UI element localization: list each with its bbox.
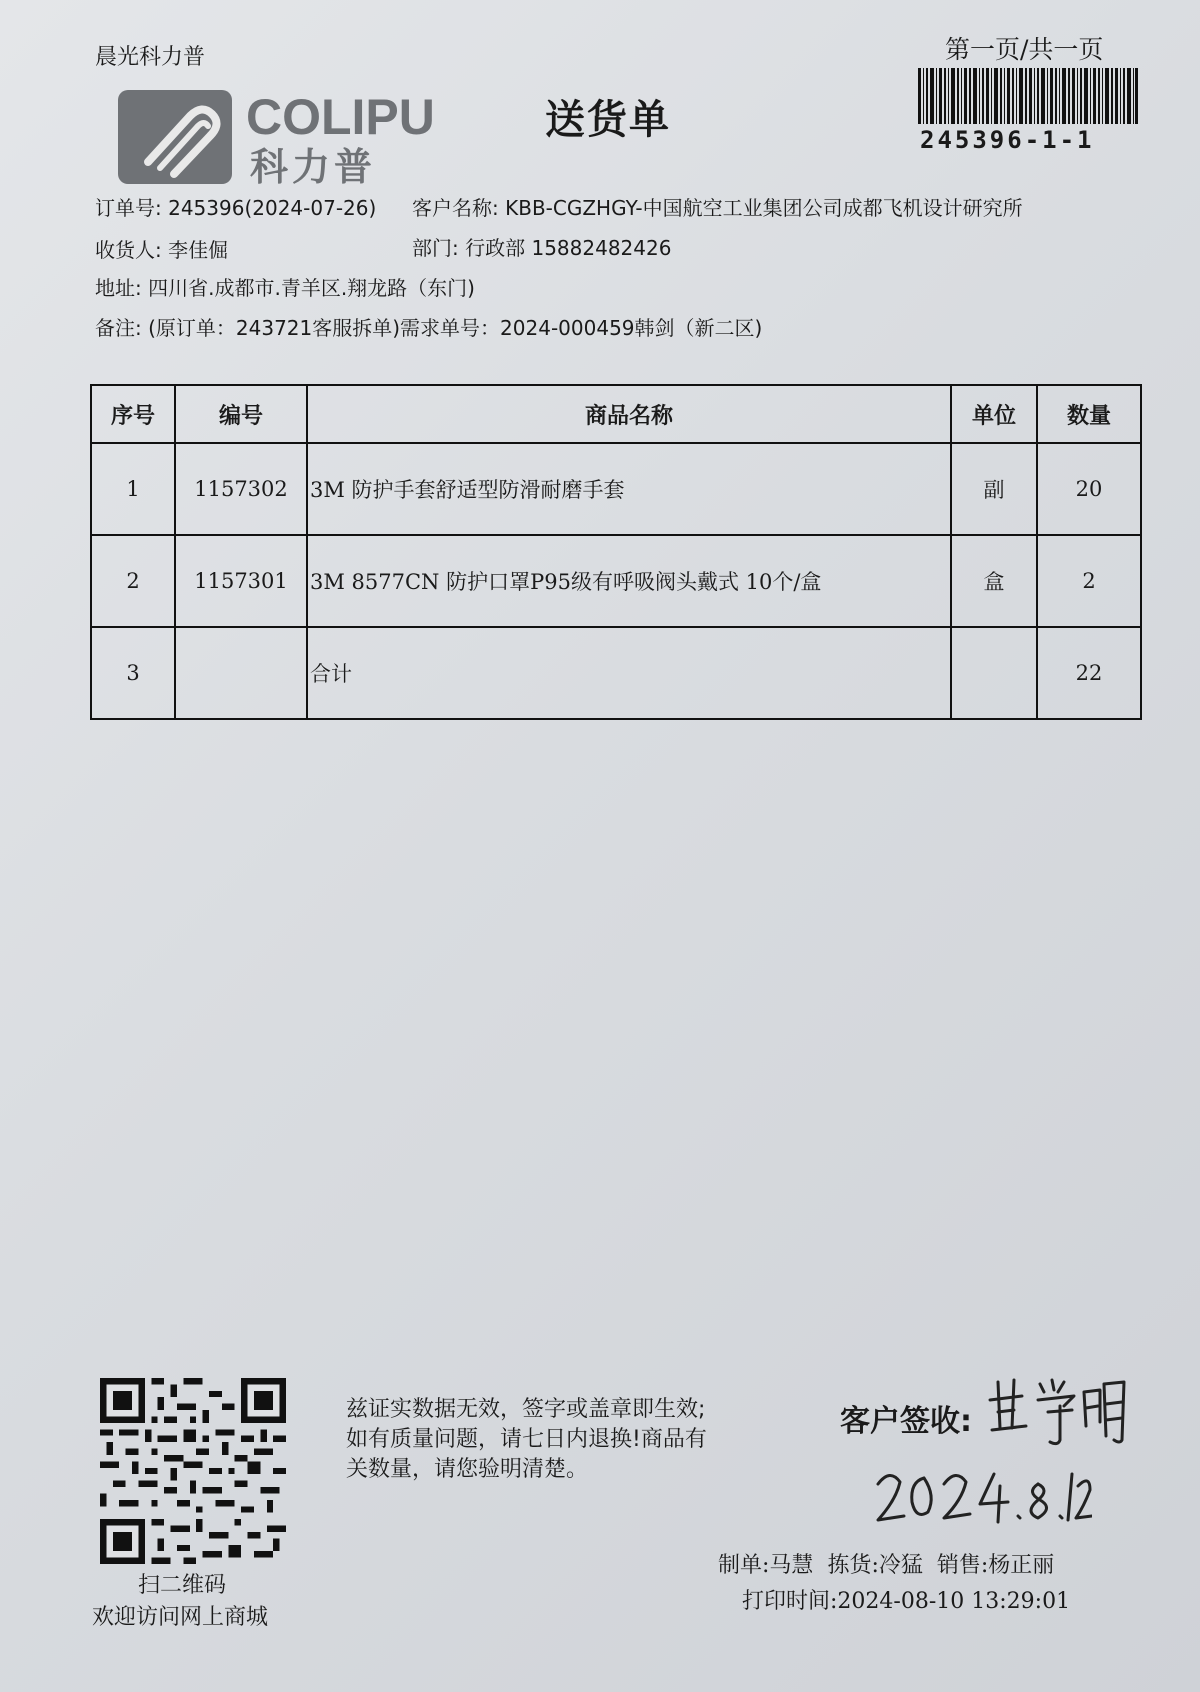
receiver-row — [95, 234, 228, 263]
handwritten-date — [872, 1460, 1092, 1530]
header-seq: 序号 — [91, 385, 175, 443]
header-unit: 单位 — [951, 385, 1037, 443]
company-short-name: 晨光科力普 — [95, 45, 206, 70]
department-row — [412, 232, 671, 261]
cell-unit — [951, 627, 1037, 719]
cell-code: 1157301 — [175, 535, 307, 627]
colipu-logo — [118, 88, 488, 188]
items-table — [90, 384, 1142, 720]
department-value: 行政部 15882482426 — [465, 236, 672, 260]
table-row — [91, 535, 1141, 627]
cell-total-label: 合计 — [307, 627, 951, 719]
customer-name-row — [412, 192, 1023, 221]
svg-text:COLIPU: COLIPU — [246, 89, 435, 145]
address-label: 地址: — [95, 276, 142, 300]
barcode — [918, 68, 1138, 124]
sales-value: 杨正丽 — [988, 1553, 1055, 1578]
cell-product-name: 3M 8577CN 防护口罩P95级有呼吸阀头戴式 10个/盒 — [307, 535, 951, 627]
cell-unit: 盒 — [951, 535, 1037, 627]
picker-label: 拣货: — [827, 1553, 879, 1578]
cell-quantity: 2 — [1037, 535, 1141, 627]
order-number-row — [95, 192, 376, 221]
cell-product-name: 3M 防护手套舒适型防滑耐磨手套 — [307, 443, 951, 535]
cell-seq: 2 — [91, 535, 175, 627]
receiver-value: 李佳倔 — [168, 238, 229, 262]
table-row-total — [91, 627, 1141, 719]
print-time-row — [742, 1584, 1070, 1615]
notice-line-2: 如有质量问题，请七日内退换!商品有 — [346, 1427, 707, 1452]
qr-code — [100, 1378, 286, 1564]
notice-line-1: 兹证实数据无效，签字或盖章即生效; — [346, 1397, 706, 1422]
remark-label: 备注: — [95, 316, 142, 340]
document-title: 送货单 — [545, 97, 671, 143]
notice-line-3: 关数量，请您验明清楚。 — [346, 1457, 589, 1482]
header-product-name: 商品名称 — [307, 385, 951, 443]
table-row — [91, 443, 1141, 535]
receiver-label: 收货人: — [95, 238, 162, 262]
customer-sign-label: 客户签收: — [840, 1404, 972, 1439]
handwritten-signature — [982, 1370, 1132, 1450]
cell-unit: 副 — [951, 443, 1037, 535]
sales-label: 销售: — [936, 1553, 989, 1578]
order-number-value: 245396(2024-07-26) — [168, 196, 377, 220]
qr-caption-scan: 扫二维码 — [138, 1573, 227, 1598]
cell-code: 1157302 — [175, 443, 307, 535]
table-header-row — [91, 385, 1141, 443]
address-value: 四川省.成都市.青羊区.翔龙路（东门) — [148, 276, 475, 300]
order-number-label: 订单号: — [95, 196, 162, 220]
print-time-value: 2024-08-10 13:29:01 — [837, 1589, 1071, 1614]
maker-value: 马慧 — [769, 1553, 814, 1578]
print-time-label: 打印时间: — [742, 1589, 838, 1614]
cell-seq: 3 — [91, 627, 175, 719]
picker-value: 冷猛 — [878, 1553, 923, 1578]
cell-code — [175, 627, 307, 719]
remark-row — [95, 312, 762, 341]
cell-quantity: 20 — [1037, 443, 1141, 535]
address-row — [95, 272, 475, 301]
qr-caption-welcome: 欢迎访问网上商城 — [92, 1605, 269, 1630]
barcode-number: 245396-1-1 — [920, 126, 1095, 154]
header-quantity: 数量 — [1037, 385, 1141, 443]
maker-label: 制单: — [718, 1553, 770, 1578]
page-indicator: 第一页/共一页 — [945, 35, 1104, 64]
svg-text:科力普: 科力普 — [250, 145, 377, 188]
customer-name-value: KBB-CGZHGY-中国航空工业集团公司成都飞机设计研究所 — [505, 196, 1023, 220]
staff-row — [718, 1548, 1054, 1579]
header-code: 编号 — [175, 385, 307, 443]
cell-total-quantity: 22 — [1037, 627, 1141, 719]
remark-value: (原订单：243721客服拆单)需求单号：2024-000459韩剑（新二区) — [148, 316, 763, 340]
customer-name-label: 客户名称: — [412, 196, 499, 220]
department-label: 部门: — [412, 236, 459, 260]
cell-seq: 1 — [91, 443, 175, 535]
